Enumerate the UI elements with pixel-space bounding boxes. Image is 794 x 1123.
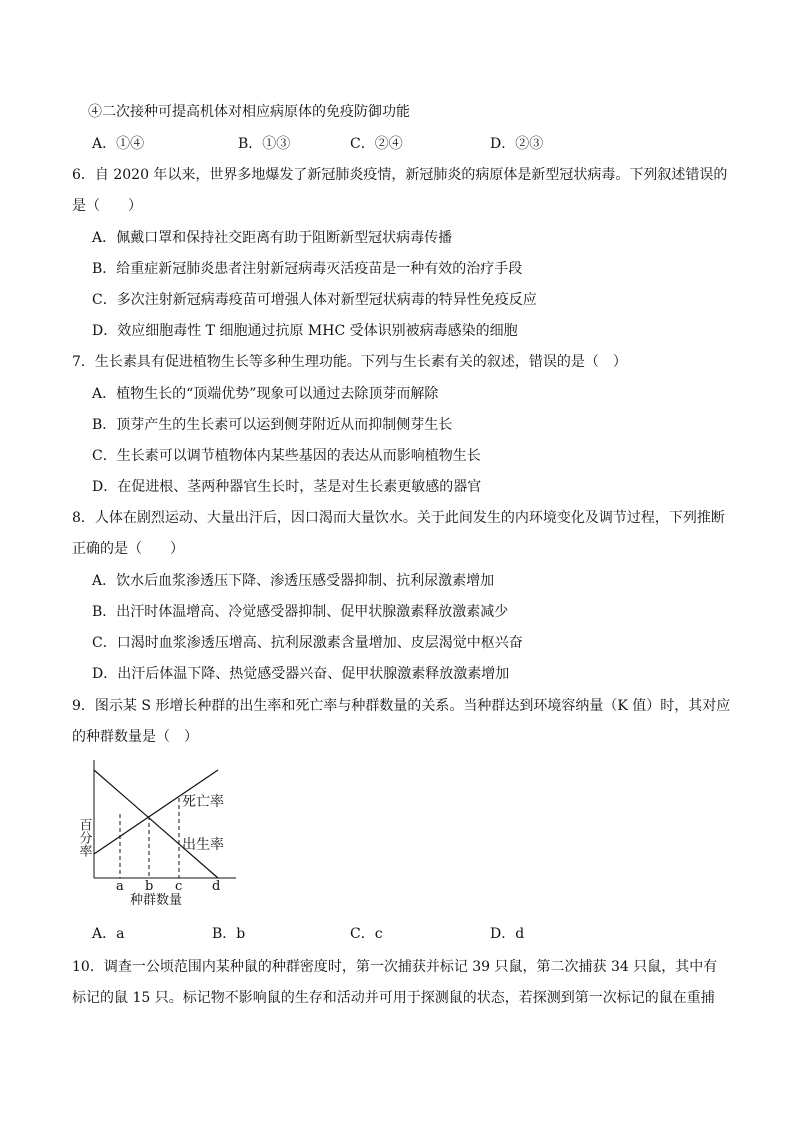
tick-label-c: c [175,879,183,894]
q9-stem-line1: 9．图示某 S 形增长种群的出生率和死亡率与种群数量的关系。当种群达到环境容纳量（K 值）时，其对应 [72,698,731,714]
q7-stem-line1: 7．生长素具有促进植物生长等多种生理功能。下列与生长素有关的叙述，错误的是（ ） [72,354,627,370]
q6-stem-line2: 是（ ） [72,198,142,214]
q8-option-c: C．口渴时血浆渗透压增高、抗利尿激素含量增加、皮层渴觉中枢兴奋 [92,635,523,651]
q5-option-a: A．①④ [92,136,145,152]
q5-option-c: C．②④ [350,136,403,152]
q6-option-d: D．效应细胞毒性 T 细胞通过抗原 MHC 受体识别被病毒感染的细胞 [92,323,518,339]
q8-stem-line2: 正确的是（ ） [72,541,184,557]
q5-statement-4: ④二次接种可提高机体对相应病原体的免疫防御功能 [88,104,410,120]
q9-stem-line2: 的种群数量是（ ） [72,729,198,745]
q8-option-a: A．饮水后血浆渗透压下降、渗透压感受器抑制、抗利尿激素增加 [92,573,495,589]
q5-option-d: D．②③ [490,136,544,152]
tick-label-d: d [212,879,221,894]
tick-label-b: b [145,879,154,894]
q9-option-a: A．a [92,926,125,942]
tick-label-a: a [116,879,124,894]
q9-option-c: C．c [350,926,383,942]
q8-option-d: D．出汗后体温下降、热觉感受器兴奋、促甲状腺激素释放激素增加 [92,666,510,682]
y-axis-label: 百分率 [76,818,92,857]
q6-option-b: B．给重症新冠肺炎患者注射新冠病毒灭活疫苗是一种有效的治疗手段 [92,261,523,277]
q6-stem-line1: 6．自 2020 年以来，世界多地爆发了新冠肺炎疫情，新冠肺炎的病原体是新型冠状病毒。下列叙述错误的 [72,167,728,183]
q5-option-b: B．①③ [238,136,291,152]
q6-option-c: C．多次注射新冠病毒疫苗可增强人体对新型冠状病毒的特异性免疫反应 [92,292,537,308]
x-axis-label: 种群数量 [130,893,183,908]
q8-stem-line1: 8．人体在剧烈运动、大量出汗后，因口渴而大量饮水。关于此间发生的内环境变化及调节过程，下列推断 [72,510,725,526]
birth-rate-line [94,770,218,878]
q10-stem-line1: 10．调查一公顷范围内某种鼠的种群密度时，第一次捕获并标记 39 只鼠，第二次捕获 34 只鼠，其中有 [72,959,718,975]
q8-option-b: B．出汗时体温增高、冷觉感受器抑制、促甲状腺激素释放激素减少 [92,604,509,620]
birth-rate-label: 出生率 [182,837,224,853]
q9-option-d: D．d [490,926,525,942]
q7-option-d: D．在促进根、茎两种器官生长时，茎是对生长素更敏感的器官 [92,479,482,495]
q7-option-a: A．植物生长的“顶端优势”现象可以通过去除顶芽而解除 [92,386,439,402]
q10-stem-line2: 标记的鼠 15 只。标记物不影响鼠的生存和活动并可用于探测鼠的状态，若探测到第一次标记的鼠在重捕 [72,990,715,1006]
q9-figure [76,758,248,908]
q9-option-b: B．b [212,926,246,942]
death-rate-label: 死亡率 [182,794,224,810]
q6-option-a: A．佩戴口罩和保持社交距离有助于阻断新型冠状病毒传播 [92,230,453,246]
q7-option-b: B．顶芽产生的生长素可以运到侧芽附近从而抑制侧芽生长 [92,417,453,433]
q7-option-c: C．生长素可以调节植物体内某些基因的表达从而影响植物生长 [92,448,481,464]
